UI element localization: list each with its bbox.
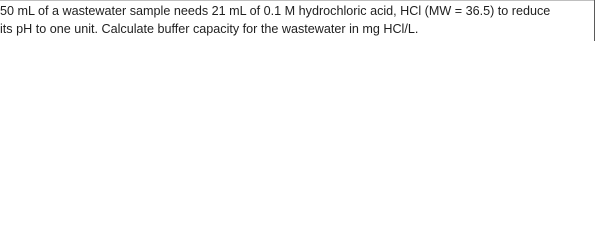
question-text: [0, 2, 593, 38]
top-divider: [0, 0, 595, 1]
question-line-2: its pH to one unit. Calculate buffer capacity for the wastewater in mg HCl/L.: [0, 22, 419, 36]
question-line-1: 50 mL of a wastewater sample needs 21 mL of 0.1 M hydrochloric acid, HCl (MW = 36.5) to reduce: [0, 4, 551, 18]
document-page: [0, 0, 595, 41]
